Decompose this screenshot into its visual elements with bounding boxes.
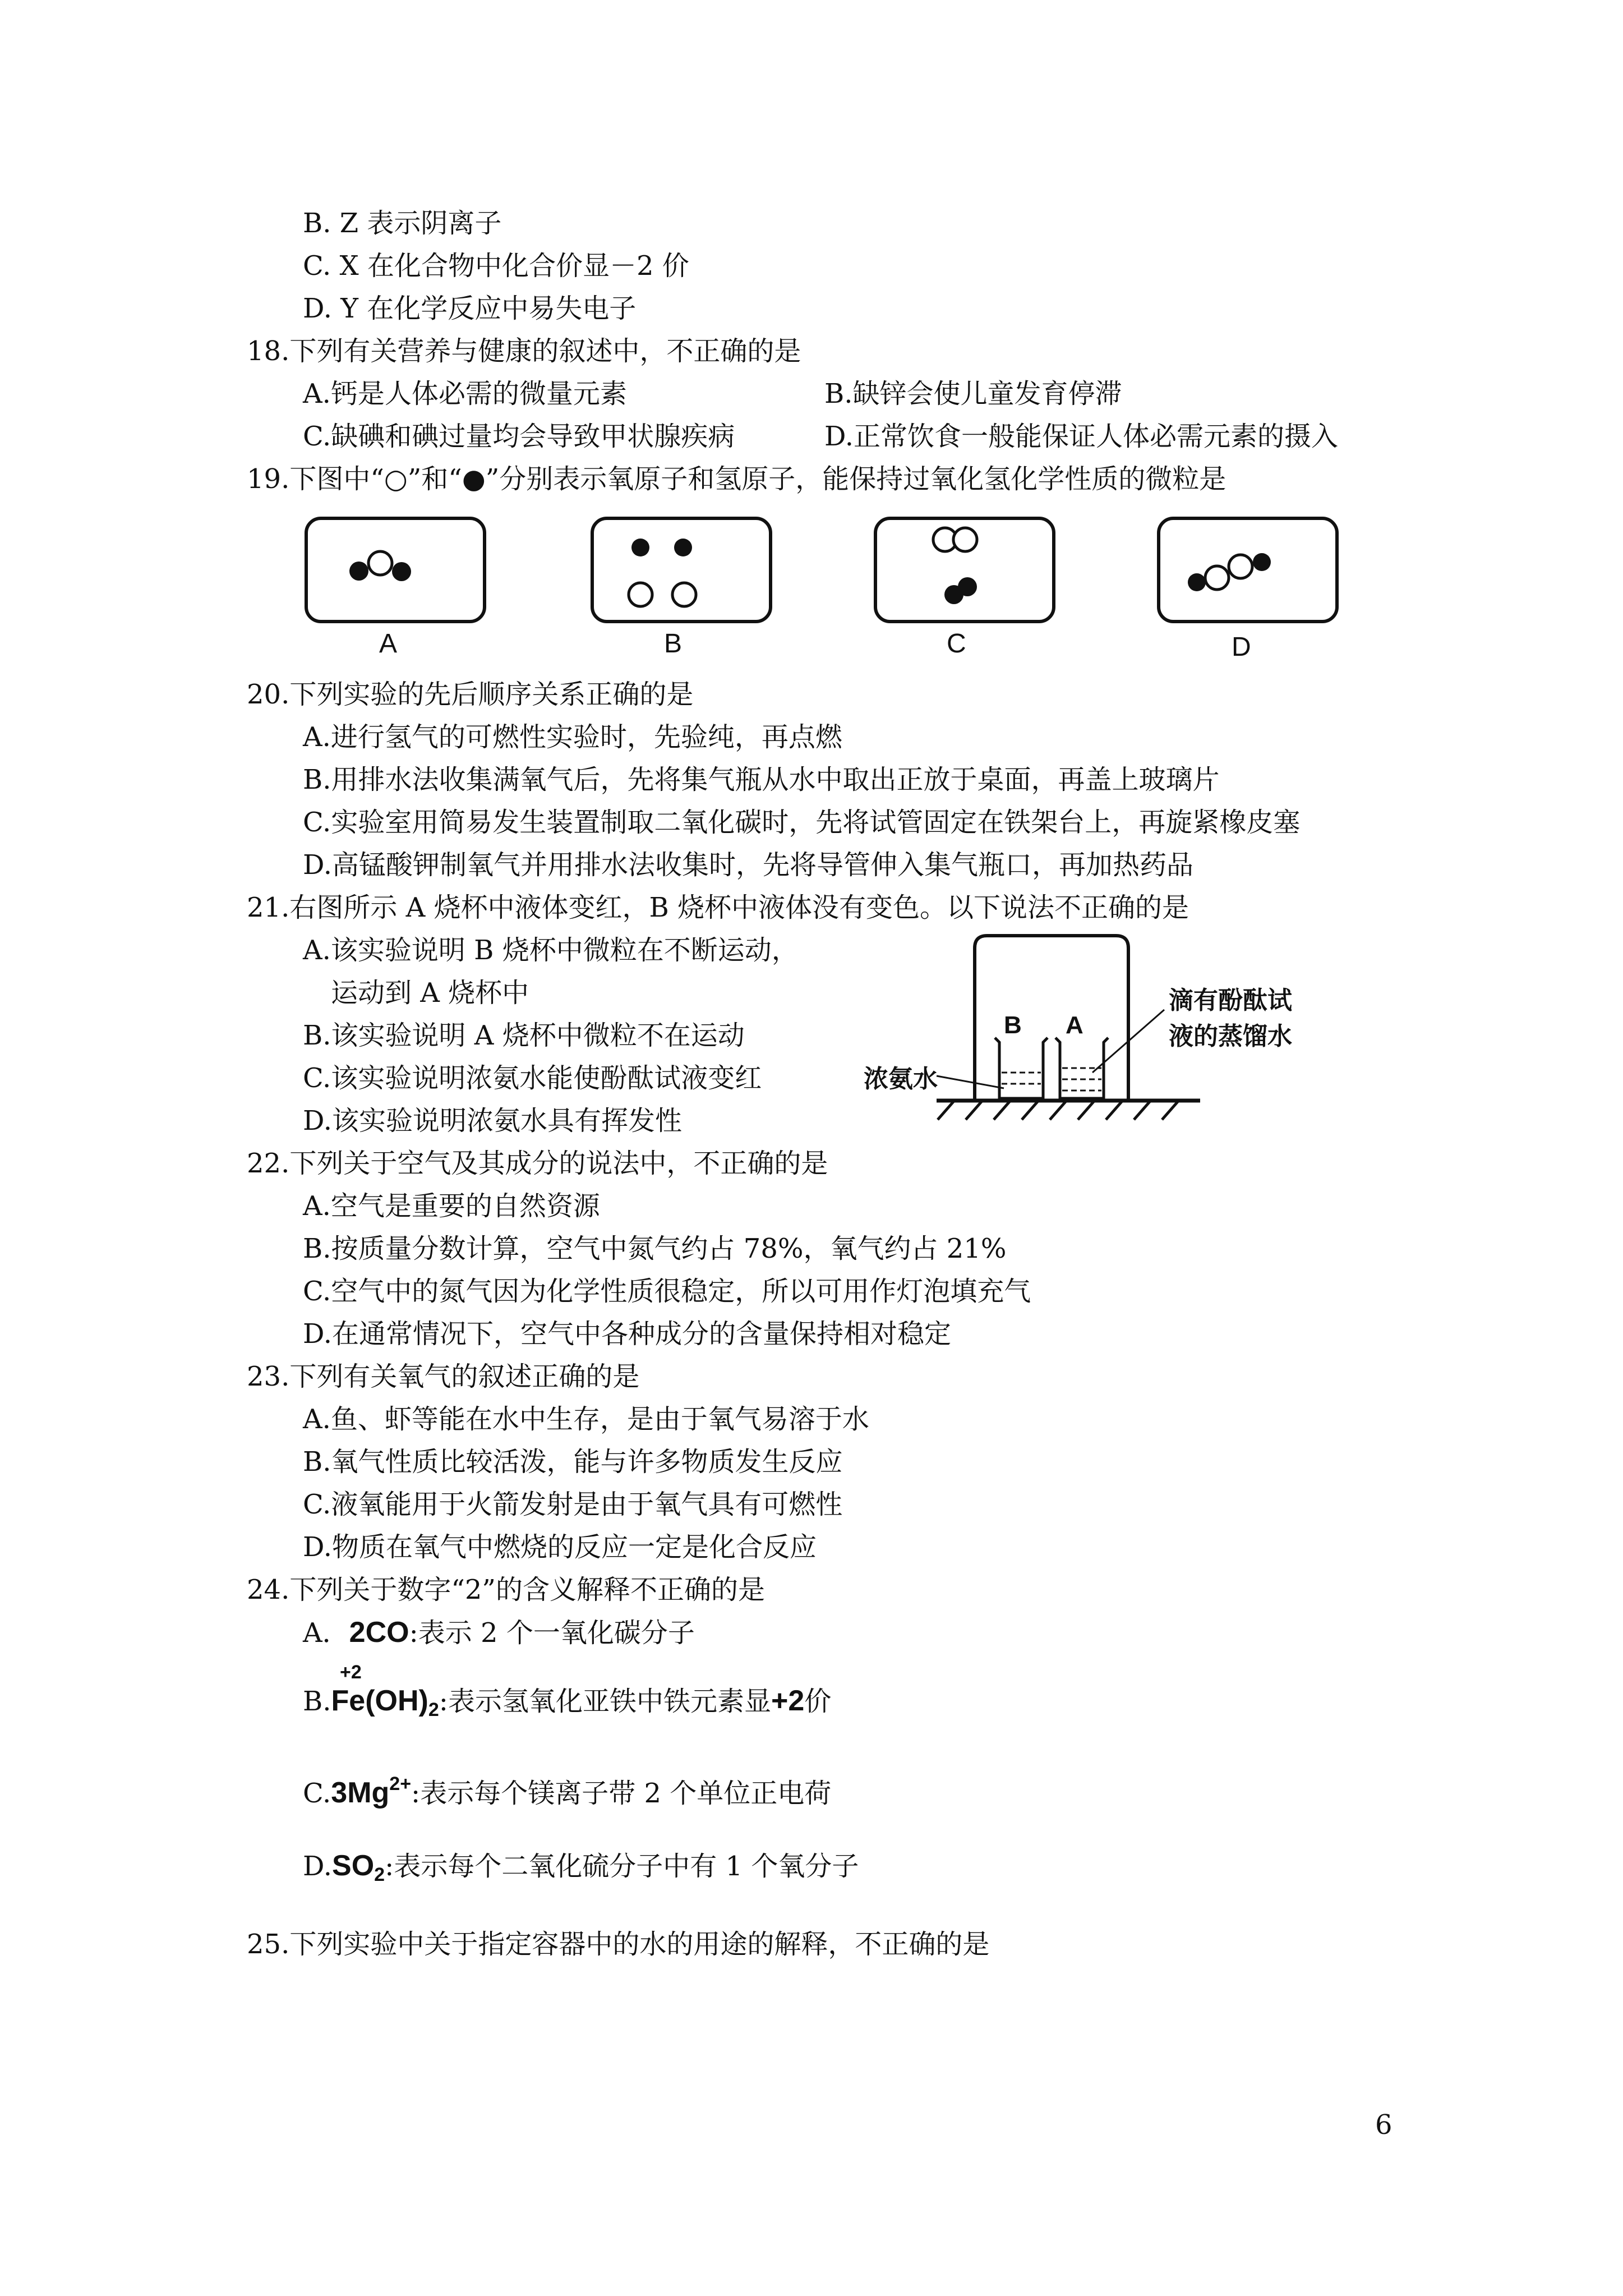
q24-option-b — [303, 1684, 831, 1727]
q20-option-b: B.用排水法收集满氧气后，先将集气瓶从水中取出正放于桌面，再盖上玻璃片 — [303, 764, 1220, 795]
q19-figure-a — [303, 515, 488, 627]
q23-option-d: D.物质在氧气中燃烧的反应一定是化合反应 — [303, 1531, 817, 1563]
q21-option-c: C.该实验说明浓氨水能使酚酞试液变红 — [303, 1062, 762, 1094]
q23-option-a: A.鱼、虾等能在水中生存，是由于氧气易溶于水 — [303, 1404, 869, 1435]
q24-c-superscript: 2+ — [389, 1773, 412, 1795]
q19-label-d: D — [1232, 632, 1251, 662]
q24-stem: 24.下列关于数字“2”的含义解释不正确的是 — [247, 1574, 765, 1605]
q18-option-d: D.正常饮食一般能保证人体必需元素的摄入 — [824, 421, 1339, 452]
q21-phenolphthalein-label-1: 滴有酚酞试 — [1169, 987, 1292, 1014]
q21-phenolphthalein-label-2: 液的蒸馏水 — [1169, 1023, 1292, 1050]
q20-stem: 20.下列实验的先后顺序关系正确的是 — [247, 679, 694, 710]
q19-figure-b — [589, 515, 774, 627]
q17-option-c: C. X 在化合物中化合价显－2 价 — [303, 250, 689, 282]
q24-c-text: :表示每个镁离子带 2 个单位正电荷 — [411, 1778, 832, 1809]
q21-option-d: D.该实验说明浓氨水具有挥发性 — [303, 1105, 683, 1137]
q22-stem: 22.下列关于空气及其成分的说法中，不正确的是 — [247, 1148, 828, 1179]
q21-ammonia-label: 浓氨水 — [864, 1065, 938, 1093]
q18-option-c: C.缺碘和碘过量均会导致甲状腺疾病 — [303, 421, 735, 452]
q24-b-tail: 价 — [804, 1686, 832, 1717]
q24-option-a — [303, 1616, 695, 1650]
q22-option-a: A.空气是重要的自然资源 — [303, 1190, 600, 1222]
q24-b-formula: Fe(OH) — [331, 1685, 428, 1717]
q19-stem: 19.下图中“○”和“●”分别表示氧原子和氢原子，能保持过氧化氢化学性质的微粒是 — [247, 463, 1227, 495]
q21-option-b: B.该实验说明 A 烧杯中微粒不在运动 — [303, 1020, 745, 1051]
q17-option-b: B. Z 表示阴离子 — [303, 208, 502, 239]
q21-beaker-a-label: A — [1066, 1011, 1083, 1039]
q24-b-subscript: 2 — [428, 1699, 439, 1720]
q19-label-c: C — [947, 629, 966, 659]
q21-option-a-line2: 运动到 A 烧杯中 — [331, 977, 529, 1009]
q18-option-b: B.缺锌会使儿童发育停滞 — [824, 378, 1122, 409]
q24-d-formula: SO — [332, 1849, 375, 1882]
q18-option-a: A.钙是人体必需的微量元素 — [303, 378, 627, 409]
q23-option-b: B.氧气性质比较活泼，能与许多物质发生反应 — [303, 1446, 843, 1478]
q21-option-a-line1: A.该实验说明 B 烧杯中微粒在不断运动， — [303, 935, 799, 966]
q24-a-text: :表示 2 个一氧化碳分子 — [409, 1617, 695, 1649]
q24-b-charge: +2 — [340, 1662, 362, 1683]
q24-option-d — [303, 1849, 859, 1892]
q19-label-b: B — [664, 629, 683, 659]
q22-option-d: D.在通常情况下，空气中各种成分的含量保持相对稳定 — [303, 1318, 952, 1350]
q25-stem: 25.下列实验中关于指定容器中的水的用途的解释，不正确的是 — [247, 1929, 990, 1960]
q19-figure-c — [872, 515, 1057, 627]
q24-option-c — [303, 1767, 831, 1810]
q17-option-d: D. Y 在化学反应中易失电子 — [303, 293, 637, 324]
q19-label-a: A — [379, 629, 398, 659]
q24-a-formula: 2CO — [349, 1616, 409, 1649]
q23-option-c: C.液氧能用于火箭发射是由于氧气具有可燃性 — [303, 1489, 843, 1520]
q23-stem: 23.下列有关氧气的叙述正确的是 — [247, 1361, 640, 1392]
q21-beaker-b-label: B — [1004, 1011, 1022, 1039]
q24-d-prefix: D. — [303, 1851, 333, 1882]
q24-b-prefix: B. — [303, 1686, 331, 1717]
q24-c-formula: 3Mg — [331, 1777, 390, 1809]
q21-stem: 21.右图所示 A 烧杯中液体变红，B 烧杯中液体没有变色。以下说法不正确的是 — [247, 892, 1189, 923]
q19-figure-d — [1155, 515, 1340, 627]
q22-option-c: C.空气中的氮气因为化学性质很稳定，所以可用作灯泡填充气 — [303, 1276, 1031, 1307]
q24-a-prefix: A． — [303, 1617, 349, 1649]
q20-option-a: A.进行氢气的可燃性实验时，先验纯，再点燃 — [303, 721, 842, 753]
q24-b-value: +2 — [771, 1685, 805, 1717]
q18-stem: 18.下列有关营养与健康的叙述中，不正确的是 — [247, 335, 801, 367]
q20-option-d: D.高锰酸钾制氧气并用排水法收集时，先将导管伸入集气瓶口，再加热药品 — [303, 849, 1194, 881]
page-number: 6 — [1375, 2109, 1393, 2141]
q24-b-text: :表示氢氧化亚铁中铁元素显 — [439, 1686, 771, 1717]
q22-option-b: B.按质量分数计算，空气中氮气约占 78%，氧气约占 21% — [303, 1233, 1007, 1264]
q24-c-prefix: C. — [303, 1778, 331, 1809]
q20-option-c: C.实验室用简易发生装置制取二氧化碳时，先将试管固定在铁架台上，再旋紧橡皮塞 — [303, 807, 1301, 838]
q24-d-subscript: 2 — [374, 1864, 385, 1885]
q24-d-text: :表示每个二氧化硫分子中有 1 个氧分子 — [385, 1851, 859, 1882]
